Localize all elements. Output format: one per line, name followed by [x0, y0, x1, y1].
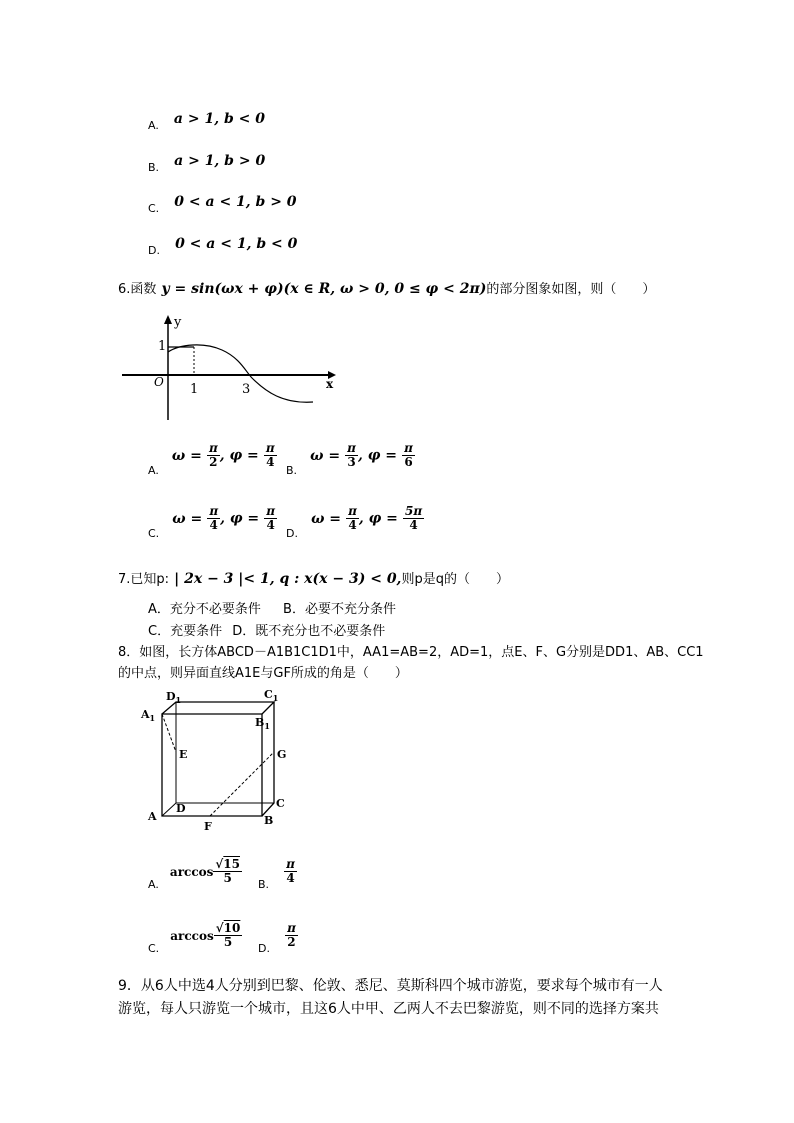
option-math: a > 1, b < 0 — [173, 111, 265, 127]
frac-den: 4 — [209, 517, 218, 532]
omega-eq: ω = — [171, 447, 202, 464]
q6-stem — [118, 278, 655, 297]
q7-formula: | 2x − 3 |< 1, q : x(x − 3) < 0, — [174, 571, 402, 587]
q8-line1: 8．如图，长方体ABCD－A1B1C1D1中，AA1=AB=2，AD=1，点E、F、G分别是DD1、AB、CC1 — [118, 645, 704, 660]
frac-den: 2 — [209, 454, 218, 469]
omega-eq: ω = — [310, 447, 341, 464]
option-math: 0 < a < 1, b > 0 — [174, 194, 297, 210]
q7-post: 则p是q的（ ） — [401, 572, 509, 587]
option-label: C. — [148, 941, 160, 955]
label-a: A — [148, 810, 157, 823]
y-label: y — [174, 315, 182, 330]
omega-eq: ω = — [311, 510, 341, 527]
q6-option-a — [148, 441, 277, 477]
frac-den: 5 — [223, 934, 233, 949]
q6-option-d — [286, 504, 424, 540]
frac-den: 4 — [266, 517, 275, 532]
x-label: x — [326, 377, 334, 391]
option-label: A. — [148, 877, 159, 891]
frac-den: 4 — [266, 454, 275, 469]
frac-num: π — [404, 441, 413, 455]
sine-graph — [118, 312, 343, 422]
option-label: C. — [148, 202, 160, 215]
arccos-fn: arccos — [169, 864, 214, 879]
arccos-fn: arccos — [170, 928, 214, 943]
label-g: G — [277, 748, 287, 761]
frac-den: 3 — [347, 454, 356, 469]
q6-post: 的部分图象如图，则（ ） — [486, 282, 656, 297]
q7-option-d: D．既不充分也不必要条件 — [232, 624, 386, 639]
phi-eq: , φ = — [219, 447, 259, 464]
option-label: B. — [258, 877, 270, 891]
label-d: D — [176, 802, 186, 815]
y-arrow — [164, 315, 172, 324]
frac-num: π — [287, 921, 296, 935]
q5-option-a — [148, 108, 265, 132]
frac-num: π — [286, 857, 295, 871]
q7-option-c: C．充要条件 — [148, 624, 223, 639]
frac-num: π — [209, 504, 219, 518]
option-label: A. — [148, 119, 159, 132]
option-label: B. — [148, 161, 160, 174]
dashed-segments — [162, 714, 274, 816]
q7-stem — [118, 568, 509, 587]
q6-option-c — [148, 504, 277, 540]
label-a1: $A_1$ — [141, 708, 156, 723]
option-label: D. — [258, 941, 270, 955]
frac-den: 4 — [348, 517, 357, 532]
label-c1: $C_1$ — [264, 688, 279, 703]
frac-den: 4 — [409, 517, 418, 532]
x-tick-3: 3 — [242, 382, 251, 397]
q9-line2: 游览，每人只游览一个城市，且这6人中甲、乙两人不去巴黎游览，则不同的选择方案共 — [118, 1001, 659, 1017]
radicand: 15 — [223, 857, 240, 871]
option-label: A. — [148, 463, 159, 477]
origin-label: O — [154, 375, 164, 389]
frac-num: 5π — [405, 504, 423, 518]
q7-options-row1 — [148, 598, 396, 617]
q7-option-b: B．必要不充分条件 — [283, 602, 396, 617]
option-math: 0 < a < 1, b < 0 — [175, 236, 298, 252]
label-b1: $B_1$ — [255, 716, 270, 731]
phi-eq: , φ = — [357, 447, 397, 464]
option-label: D. — [148, 244, 160, 257]
q5-option-c — [148, 191, 297, 215]
q8-option-a: $_{A.}$ arccos $\frac{√15}{5}$ — [148, 857, 240, 891]
q6-option-b — [286, 441, 415, 477]
q5-option-b — [148, 150, 266, 174]
frac-num: π — [347, 441, 356, 455]
option-label: D. — [286, 526, 298, 540]
label-d1: $D_1$ — [166, 690, 182, 705]
x-tick-1: 1 — [190, 382, 199, 397]
omega-eq: ω = — [172, 510, 203, 527]
q5-option-d — [148, 233, 298, 257]
q6-formula: y = sin(ωx + φ)(x ∈ R, ω > 0, 0 ≤ φ < 2π) — [161, 281, 487, 297]
frac-num: π — [266, 504, 276, 518]
option-math: a > 1, b > 0 — [174, 153, 266, 169]
option-label: C. — [148, 526, 160, 540]
frac-den: 5 — [223, 870, 232, 885]
option-label: B. — [286, 463, 298, 477]
q8-option-b — [258, 857, 297, 891]
radicand: 10 — [223, 921, 241, 935]
q7-option-a: A．充分不必要条件 — [148, 602, 261, 617]
label-c: C — [276, 797, 285, 810]
front-face — [162, 714, 262, 816]
frac-den: 2 — [287, 934, 296, 949]
label-e: E — [179, 748, 188, 761]
frac-num: π — [265, 441, 275, 455]
frac-den: 4 — [286, 870, 295, 885]
frac-num: π — [208, 441, 218, 455]
q9-line1: 9．从6人中选4人分别到巴黎、伦敦、悉尼、莫斯科四个城市游览，要求每个城市有一人 — [118, 978, 663, 994]
q8-option-d — [258, 921, 298, 955]
q6-pre: 函数 — [130, 282, 157, 297]
y-tick-1: 1 — [158, 339, 167, 354]
question-number: 7.已知p: — [118, 572, 170, 587]
label-f: F — [204, 820, 212, 833]
q7-options-row2 — [148, 620, 385, 639]
label-b: B — [264, 814, 274, 827]
frac-den: 6 — [404, 454, 413, 469]
frac-num: π — [348, 504, 357, 518]
q8-line2: 的中点，则异面直线A1E与GF所成的角是（ ） — [118, 666, 408, 681]
cuboid-figure — [138, 686, 298, 836]
phi-eq: , φ = — [358, 510, 398, 527]
question-number: 6. — [118, 282, 131, 297]
q8-option-c: $_{C.}$ arccos $\frac{√10}{5}$ — [148, 921, 241, 955]
phi-eq: , φ = — [220, 510, 260, 527]
